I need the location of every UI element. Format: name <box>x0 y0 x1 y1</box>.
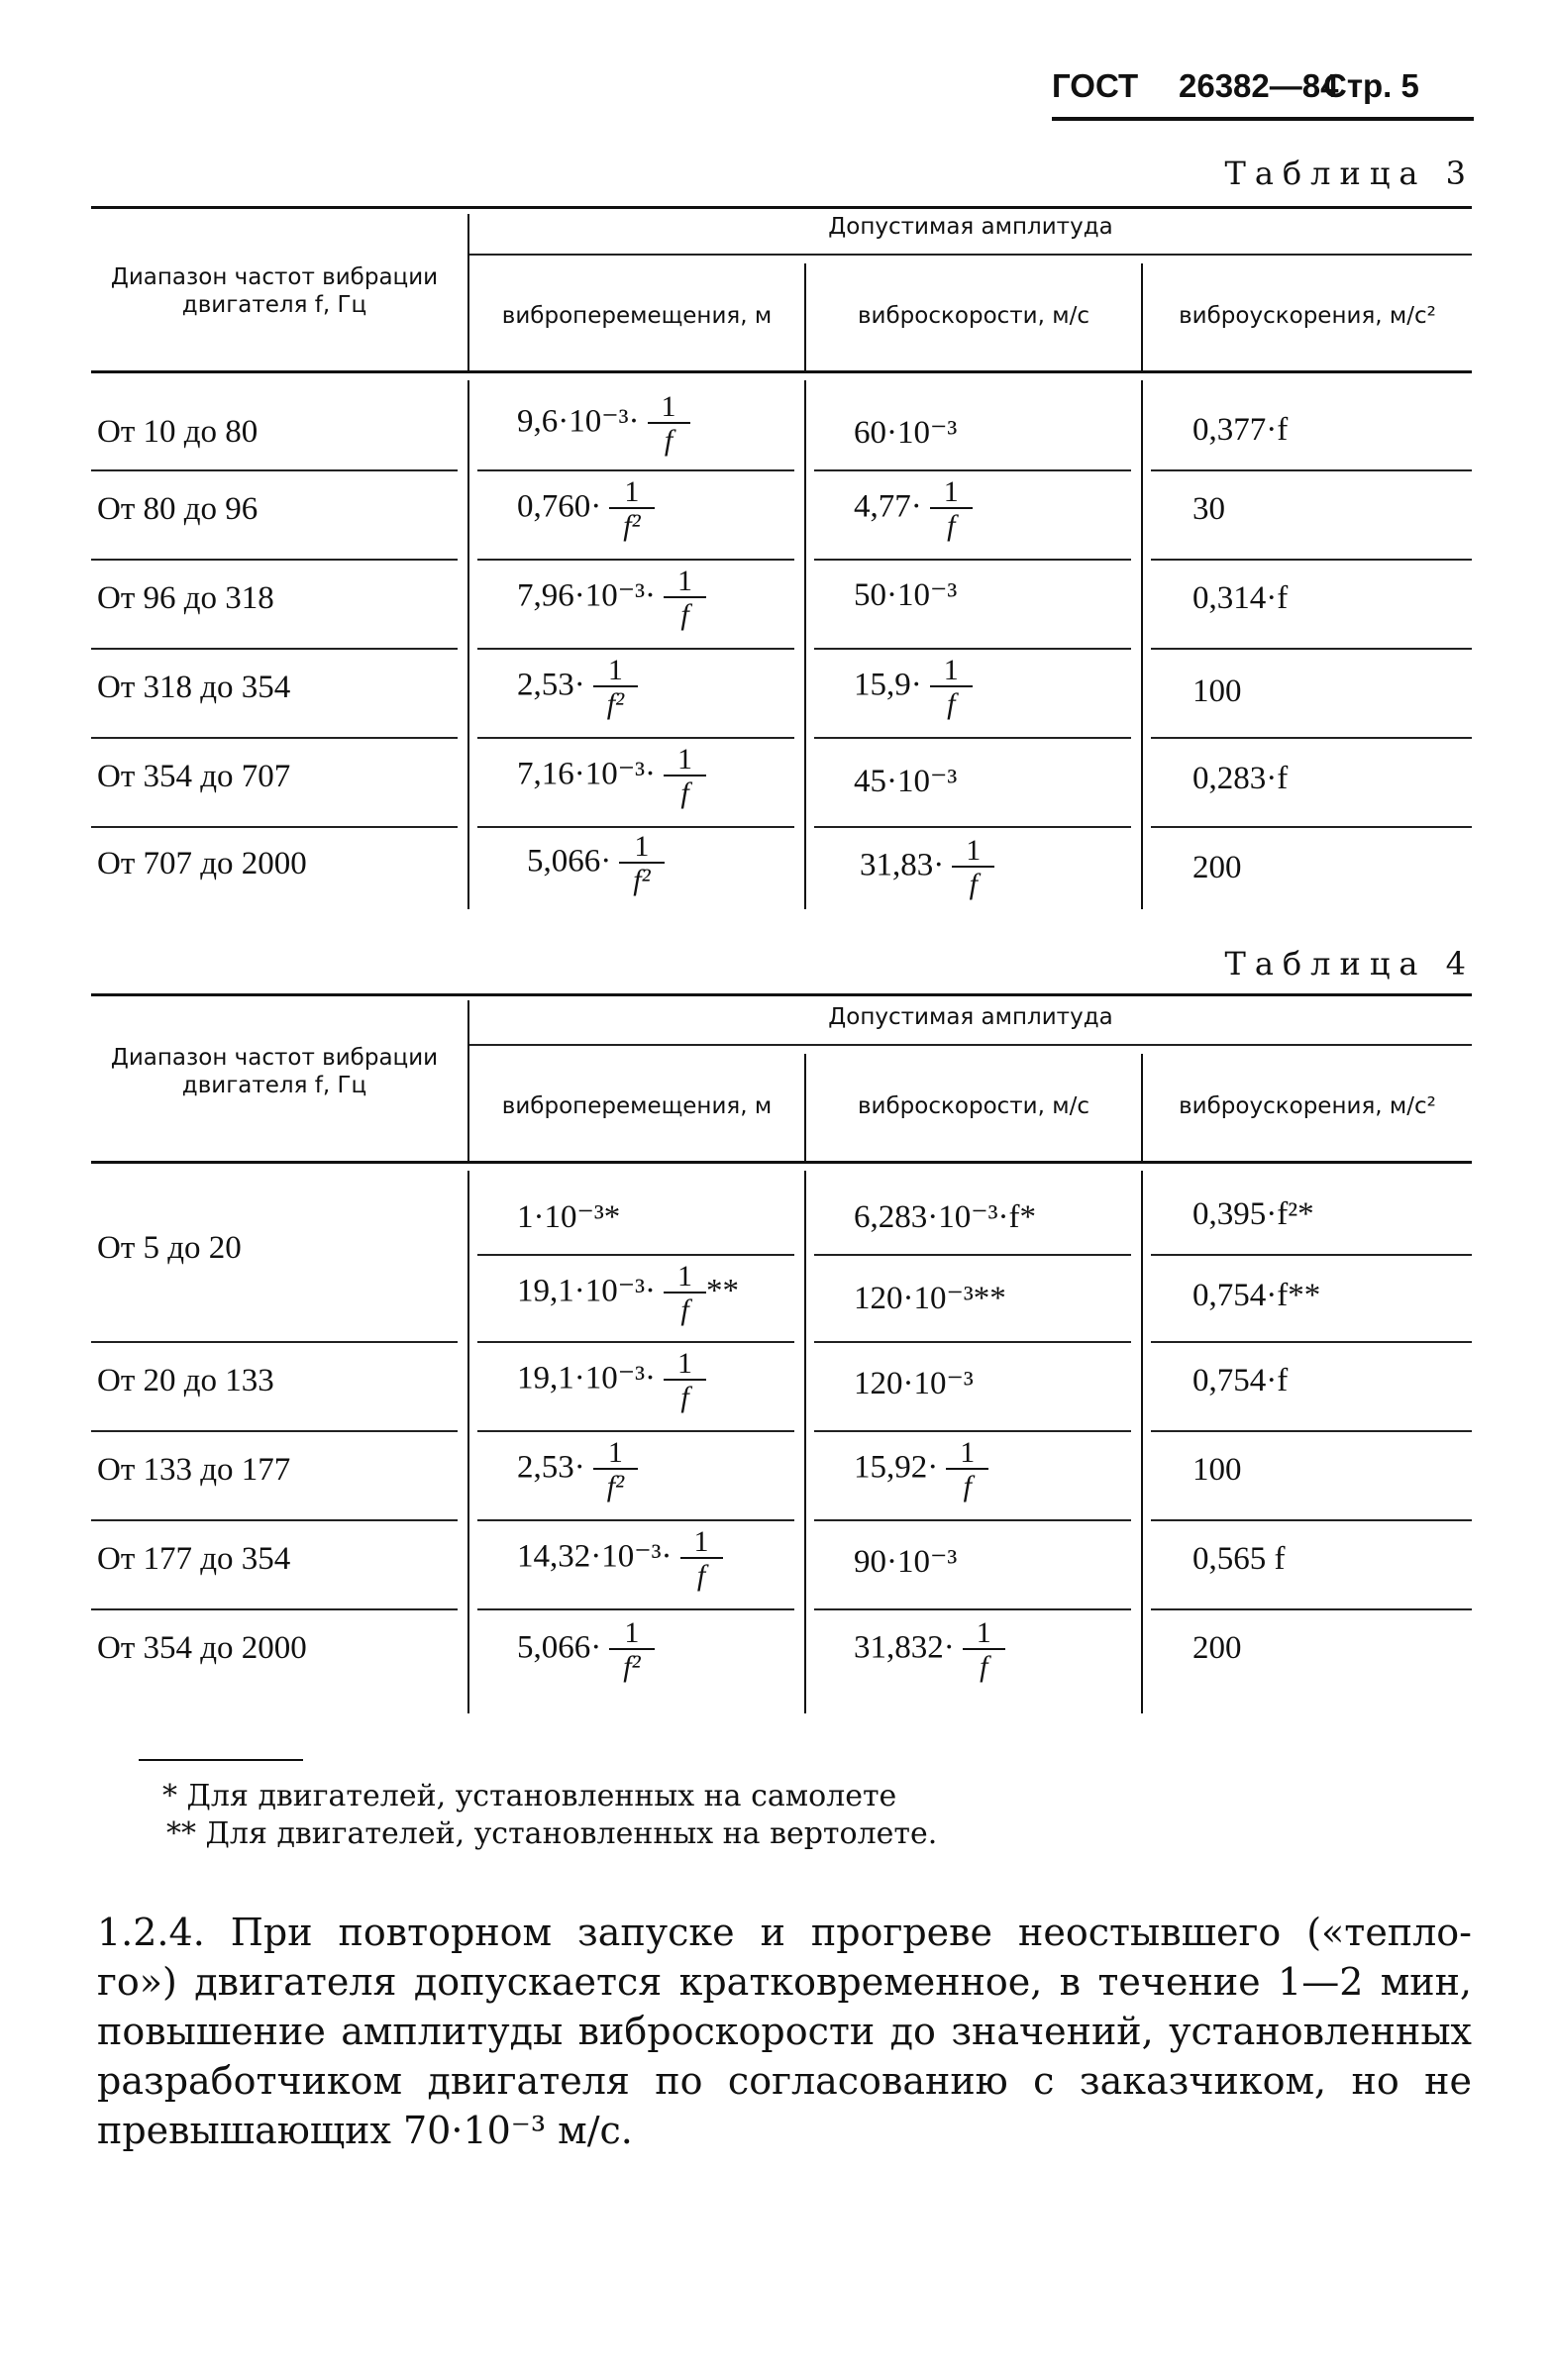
table3-row1-disp <box>517 392 690 456</box>
table3-row-rule <box>91 559 458 561</box>
paragraph-line: превышающих 70·10⁻³ м/с. <box>97 2109 633 2152</box>
table3-header-rule <box>91 370 1472 373</box>
fraction <box>664 745 706 808</box>
table3-range-header: Диапазон частот вибрации двигателя f, Гц <box>110 264 439 318</box>
fraction <box>664 1349 706 1412</box>
fraction-den: f <box>664 1292 706 1325</box>
table4-row-rule <box>814 1519 1131 1521</box>
table3-row3-disp <box>517 567 706 630</box>
table3-row2-disp <box>517 477 655 541</box>
table3-row-rule <box>814 737 1131 739</box>
fraction-den: f <box>946 1468 988 1501</box>
table3-vel-header: виброскорости, м/с <box>858 303 1089 329</box>
fraction-den: f <box>648 422 690 456</box>
table3-row-rule <box>477 559 794 561</box>
table4-subrow-rule <box>814 1254 1131 1256</box>
fraction-num: 1 <box>634 830 650 863</box>
table3-group-rule <box>469 254 1472 256</box>
fraction-num: 1 <box>661 390 676 423</box>
vel-coef: 4,77· <box>854 488 922 525</box>
fraction <box>609 477 654 541</box>
fraction-num: 1 <box>677 1347 693 1380</box>
table3-row4-acc: 100 <box>1192 673 1242 709</box>
table3-disp-header: виброперемещения, м <box>501 303 773 329</box>
fraction-den: f <box>664 596 706 630</box>
table3-row4-disp <box>517 656 638 719</box>
table4-header-rule <box>91 1161 1472 1164</box>
fraction-num: 1 <box>607 1436 623 1469</box>
header-gost: ГОСТ <box>1052 67 1139 104</box>
disp-coef: 0,760· <box>517 488 602 525</box>
table4-row-rule <box>1151 1341 1472 1343</box>
fraction <box>680 1527 723 1591</box>
table4-row1-disp-b <box>517 1262 739 1325</box>
fraction <box>593 1438 638 1501</box>
fraction-num: 1 <box>693 1525 709 1558</box>
disp-coef: 7,96·10⁻³· <box>517 577 657 614</box>
table4-acc-header: виброускорения, м/с² <box>1179 1093 1436 1119</box>
disp-coef: 19,1·10⁻³· <box>517 1273 657 1309</box>
table3-row-rule <box>1151 648 1472 650</box>
disp-coef: 2,53· <box>517 1449 585 1486</box>
table4-row-rule <box>477 1341 794 1343</box>
table4-row-rule <box>1151 1608 1472 1610</box>
fraction-den: f <box>963 1648 1005 1682</box>
table4-row1-vel-b: 120·10⁻³** <box>854 1281 1006 1316</box>
fraction-den: f <box>930 507 973 541</box>
table3-row6-acc: 200 <box>1192 850 1242 885</box>
table4-row4-vel: 90·10⁻³ <box>854 1544 958 1580</box>
table4-row-rule <box>91 1519 458 1521</box>
table3-row6-disp <box>527 832 665 895</box>
table4-row5-acc: 200 <box>1192 1630 1242 1666</box>
fraction <box>930 656 973 719</box>
header-rule <box>1052 117 1474 121</box>
vel-coef: 15,92· <box>854 1449 939 1486</box>
table3-row2-acc: 30 <box>1192 491 1225 527</box>
disp-coef: 9,6·10⁻³· <box>517 403 640 440</box>
table3-row-rule <box>814 469 1131 471</box>
table3-row-rule <box>477 469 794 471</box>
table4-row3-disp <box>517 1438 638 1501</box>
table3-row3-acc: 0,314·f <box>1192 580 1289 616</box>
table4-row4-range: От 177 до 354 <box>97 1541 291 1577</box>
table3-row-rule <box>814 559 1131 561</box>
table3-row6-range: От 707 до 2000 <box>97 846 307 881</box>
table3-row-rule <box>1151 737 1472 739</box>
table3-row5-acc: 0,283·f <box>1192 761 1289 796</box>
fraction-den: f² <box>609 507 654 541</box>
table4-row2-disp <box>517 1349 706 1412</box>
table4-row2-acc: 0,754·f <box>1192 1363 1289 1398</box>
footnote-marker: ** <box>706 1273 740 1309</box>
table3-row2-vel <box>854 477 973 541</box>
table3-row3-vel: 50·10⁻³ <box>854 577 958 613</box>
table4-row1-vel-a: 6,283·10⁻³·f* <box>854 1199 1037 1235</box>
table4-row-rule <box>1151 1519 1472 1521</box>
disp-coef: 14,32·10⁻³· <box>517 1538 673 1575</box>
table4-row2-range: От 20 до 133 <box>97 1363 274 1398</box>
table3-row1-acc: 0,377·f <box>1192 412 1289 448</box>
table3-row-rule <box>814 826 1131 828</box>
table4-row-rule <box>91 1608 458 1610</box>
fraction-num: 1 <box>960 1436 976 1469</box>
fraction-num: 1 <box>624 1616 640 1649</box>
fraction-num: 1 <box>677 565 693 597</box>
fraction-den: f² <box>609 1648 654 1682</box>
table4-row5-vel <box>854 1618 1005 1682</box>
table4-row4-disp <box>517 1527 723 1591</box>
table3-row-rule <box>91 737 458 739</box>
table4-row-rule <box>477 1608 794 1610</box>
table4-row1-disp-a: 1·10⁻³* <box>517 1199 621 1235</box>
table3-group-header: Допустимая амплитуда <box>828 214 1113 240</box>
fraction-den: f² <box>619 862 664 895</box>
table4-row-rule <box>814 1341 1131 1343</box>
fraction <box>664 567 706 630</box>
table3-row-rule <box>91 648 458 650</box>
paragraph-line: 1.2.4. При повторном запуске и прогреве неостывшего («тепло- <box>97 1911 1472 1954</box>
table3-row-rule <box>1151 559 1472 561</box>
table3-row1-vel: 60·10⁻³ <box>854 415 958 451</box>
table3-row-rule <box>477 648 794 650</box>
table3-acc-header: виброускорения, м/с² <box>1179 303 1436 329</box>
fraction <box>963 1618 1005 1682</box>
fraction-den: f <box>664 775 706 808</box>
table3-row6-vel <box>860 836 994 899</box>
table4-row1-range: От 5 до 20 <box>97 1230 242 1266</box>
table3-row-rule <box>1151 469 1472 471</box>
fraction-num: 1 <box>677 743 693 776</box>
vel-coef: 31,832· <box>854 1629 955 1666</box>
table3-row-rule <box>1151 826 1472 828</box>
paragraph-line: повышение амплитуды виброскорости до значений, установленных <box>97 2010 1472 2053</box>
table4-row4-acc: 0,565 f <box>1192 1541 1286 1577</box>
table4-body-vline-1 <box>467 1171 469 1713</box>
header-page-number: Стр. 5 <box>1323 67 1419 104</box>
table4-caption: Таблица 4 <box>1224 945 1475 983</box>
fraction <box>593 656 638 719</box>
table4-vel-header: виброскорости, м/с <box>858 1093 1089 1119</box>
table4-subrow-rule <box>477 1254 794 1256</box>
fraction-num: 1 <box>943 654 959 686</box>
header-standard-number: 26382—84 <box>1179 67 1339 104</box>
page-header <box>1052 61 1474 121</box>
fraction-den: f <box>664 1379 706 1412</box>
vel-coef: 31,83· <box>860 847 945 883</box>
fraction <box>609 1618 654 1682</box>
table3-row2-range: От 80 до 96 <box>97 491 259 527</box>
table4-top-rule <box>91 993 1472 996</box>
footnote-2: ** Для двигателей, установленных на вертолете. <box>166 1816 938 1851</box>
fraction-num: 1 <box>966 834 982 867</box>
table4-row-rule <box>1151 1430 1472 1432</box>
fraction <box>648 392 690 456</box>
fraction-num: 1 <box>624 475 640 508</box>
table3-row4-vel <box>854 656 973 719</box>
disp-coef: 7,16·10⁻³· <box>517 756 657 792</box>
paragraph-line: го») двигателя допускается кратковременное, в течение 1—2 мин, <box>97 1960 1472 2004</box>
table4-row-rule <box>814 1608 1131 1610</box>
table4-row-rule <box>477 1519 794 1521</box>
table4-row1-acc-b: 0,754·f** <box>1192 1278 1321 1313</box>
table3-body-vline-1 <box>467 380 469 909</box>
table4-group-rule <box>469 1044 1472 1046</box>
table4-body-vline-3 <box>1141 1171 1143 1713</box>
table3-row-rule <box>477 826 794 828</box>
fraction-num: 1 <box>607 654 623 686</box>
fraction-den: f <box>930 685 973 719</box>
table4-row3-vel <box>854 1438 988 1501</box>
table4-row1-acc-a: 0,395·f²* <box>1192 1196 1314 1232</box>
table3-body-vline-3 <box>1141 380 1143 909</box>
disp-coef: 2,53· <box>517 667 585 703</box>
table3-body-vline-2 <box>804 380 806 909</box>
fraction-num: 1 <box>943 475 959 508</box>
table4-range-header: Диапазон частот вибрации двигателя f, Гц <box>110 1045 439 1098</box>
table4-body-vline-2 <box>804 1171 806 1713</box>
table4-row3-acc: 100 <box>1192 1452 1242 1488</box>
table4-disp-header: виброперемещения, м <box>501 1093 773 1119</box>
fraction <box>946 1438 988 1501</box>
disp-coef: 5,066· <box>527 843 612 880</box>
table4-row5-disp <box>517 1618 655 1682</box>
table4-row2-vel: 120·10⁻³ <box>854 1366 974 1401</box>
fraction <box>952 836 994 899</box>
fraction-den: f² <box>593 685 638 719</box>
fraction <box>930 477 973 541</box>
paragraph-line: разработчиком двигателя по согласованию с заказчиком, но не <box>97 2059 1472 2103</box>
table4-group-header: Допустимая амплитуда <box>828 1004 1113 1030</box>
table3-row1-range: От 10 до 80 <box>97 414 259 450</box>
footnote-1: * Для двигателей, установленных на самолете <box>162 1779 897 1813</box>
table3-row5-vel: 45·10⁻³ <box>854 764 958 799</box>
fraction-den: f <box>952 866 994 899</box>
fraction <box>619 832 664 895</box>
table3-row5-disp <box>517 745 706 808</box>
vel-coef: 15,9· <box>854 667 922 703</box>
table4-row-rule <box>91 1430 458 1432</box>
fraction-num: 1 <box>677 1260 693 1293</box>
table3-row-rule <box>91 826 458 828</box>
table3-row5-range: От 354 до 707 <box>97 759 291 794</box>
table4-row5-range: От 354 до 2000 <box>97 1630 307 1666</box>
table4-subrow-rule <box>1151 1254 1472 1256</box>
table3-caption: Таблица 3 <box>1224 155 1475 192</box>
fraction-den: f <box>680 1557 723 1591</box>
table3-row-rule <box>814 648 1131 650</box>
footnote-rule <box>139 1759 303 1761</box>
table4-row-rule <box>814 1430 1131 1432</box>
table4-row-rule <box>91 1341 458 1343</box>
fraction-num: 1 <box>976 1616 991 1649</box>
fraction <box>664 1262 706 1325</box>
table4-row-rule <box>477 1430 794 1432</box>
table3-row-rule <box>477 737 794 739</box>
disp-coef: 5,066· <box>517 1629 602 1666</box>
paragraph-1-2-4 <box>97 1908 1472 2155</box>
table4-row3-range: От 133 до 177 <box>97 1452 291 1488</box>
fraction-den: f² <box>593 1468 638 1501</box>
disp-coef: 19,1·10⁻³· <box>517 1360 657 1397</box>
table3-row3-range: От 96 до 318 <box>97 580 274 616</box>
table3-top-rule <box>91 206 1472 209</box>
table3-row4-range: От 318 до 354 <box>97 670 291 705</box>
table3-row-rule <box>91 469 458 471</box>
